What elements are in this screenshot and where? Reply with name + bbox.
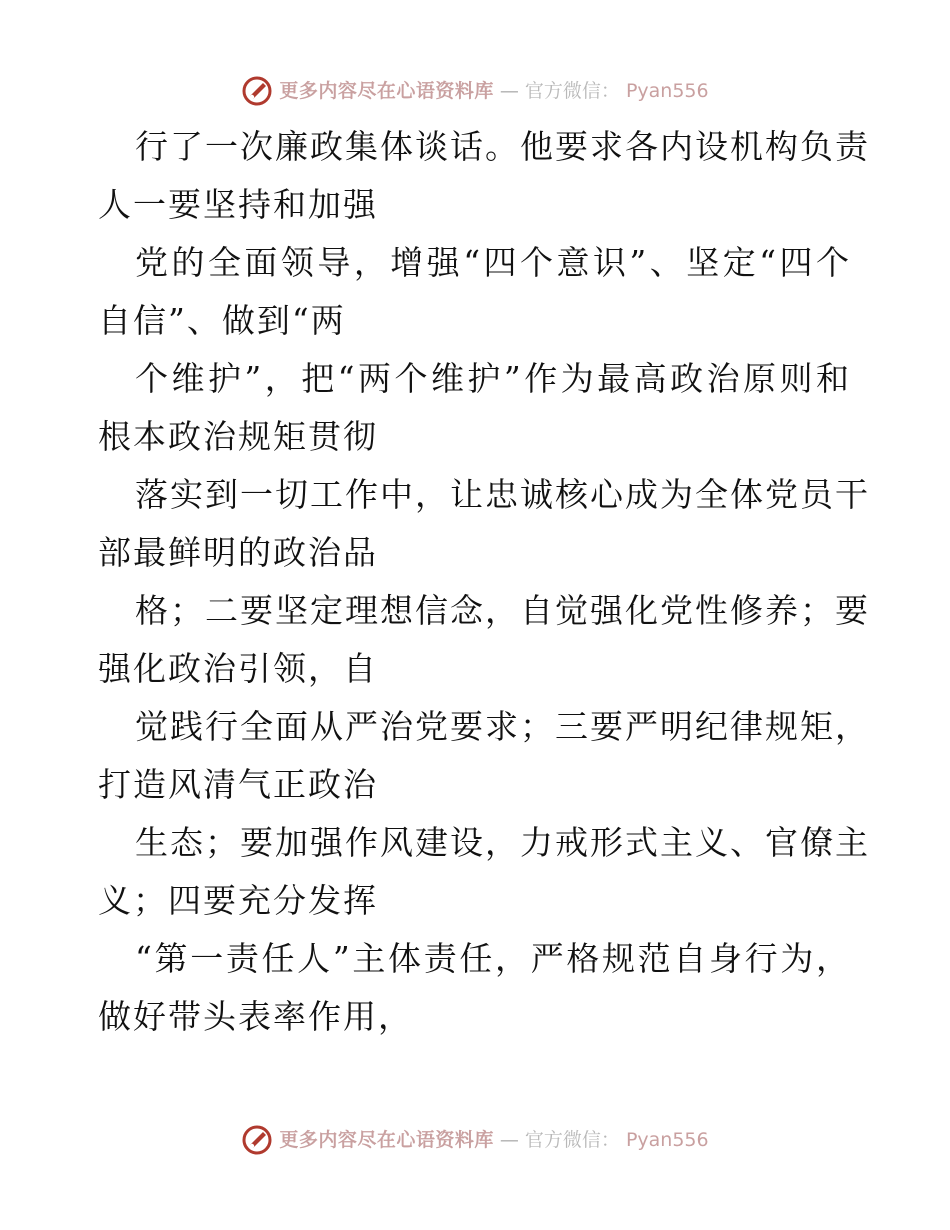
paragraph-line: 义；四要充分发挥 xyxy=(98,881,378,920)
watermark-wechat-id: Pyan556 xyxy=(625,1129,709,1151)
paragraph-line: 行了一次廉政集体谈话。他要求各内设机构负责 xyxy=(135,127,870,166)
paragraph-line: 党的全面领导，增强“四个意识”、坚定“四个 xyxy=(135,243,851,282)
paragraph xyxy=(0,236,950,352)
header-watermark xyxy=(0,71,950,111)
watermark-wechat-id: Pyan556 xyxy=(625,80,709,102)
paragraph-line: 做好带头表率作用， xyxy=(98,997,413,1036)
paragraph xyxy=(0,352,950,468)
brand-logo-icon xyxy=(241,1124,273,1156)
watermark-brand-text: 更多内容尽在心语资料库 xyxy=(279,80,494,102)
paragraph xyxy=(0,700,950,816)
paragraph-line: 人一要坚持和加强 xyxy=(98,185,378,224)
document-body xyxy=(0,120,950,1048)
paragraph-line: 落实到一切工作中，让忠诚核心成为全体党员干 xyxy=(135,475,870,514)
brand-logo-icon xyxy=(241,75,273,107)
paragraph-line: 格；二要坚定理想信念，自觉强化党性修养；要 xyxy=(135,591,870,630)
paragraph xyxy=(0,932,950,1048)
watermark-label: 官方微信： xyxy=(524,1129,620,1151)
paragraph-line: 生态；要加强作风建设，力戒形式主义、官僚主 xyxy=(135,823,870,862)
paragraph xyxy=(0,584,950,700)
paragraph-line: 根本政治规矩贯彻 xyxy=(98,417,378,456)
paragraph-line: 强化政治引领，自 xyxy=(98,649,378,688)
paragraph-line: 打造风清气正政治 xyxy=(98,765,378,804)
watermark-brand-text: 更多内容尽在心语资料库 xyxy=(279,1129,494,1151)
paragraph-line: 觉践行全面从严治党要求；三要严明纪律规矩， xyxy=(135,707,870,746)
watermark-separator: — xyxy=(499,80,519,102)
watermark-label: 官方微信： xyxy=(524,80,620,102)
paragraph xyxy=(0,816,950,932)
footer-watermark xyxy=(0,1120,950,1160)
paragraph-line: “第一责任人”主体责任，严格规范自身行为， xyxy=(135,939,851,978)
paragraph xyxy=(0,468,950,584)
paragraph-line: 部最鲜明的政治品 xyxy=(98,533,378,572)
paragraph-line: 个维护”，把“两个维护”作为最高政治原则和 xyxy=(135,359,851,398)
watermark-separator: — xyxy=(499,1129,519,1151)
paragraph-line: 自信”、做到“两 xyxy=(98,301,346,340)
paragraph xyxy=(0,120,950,236)
